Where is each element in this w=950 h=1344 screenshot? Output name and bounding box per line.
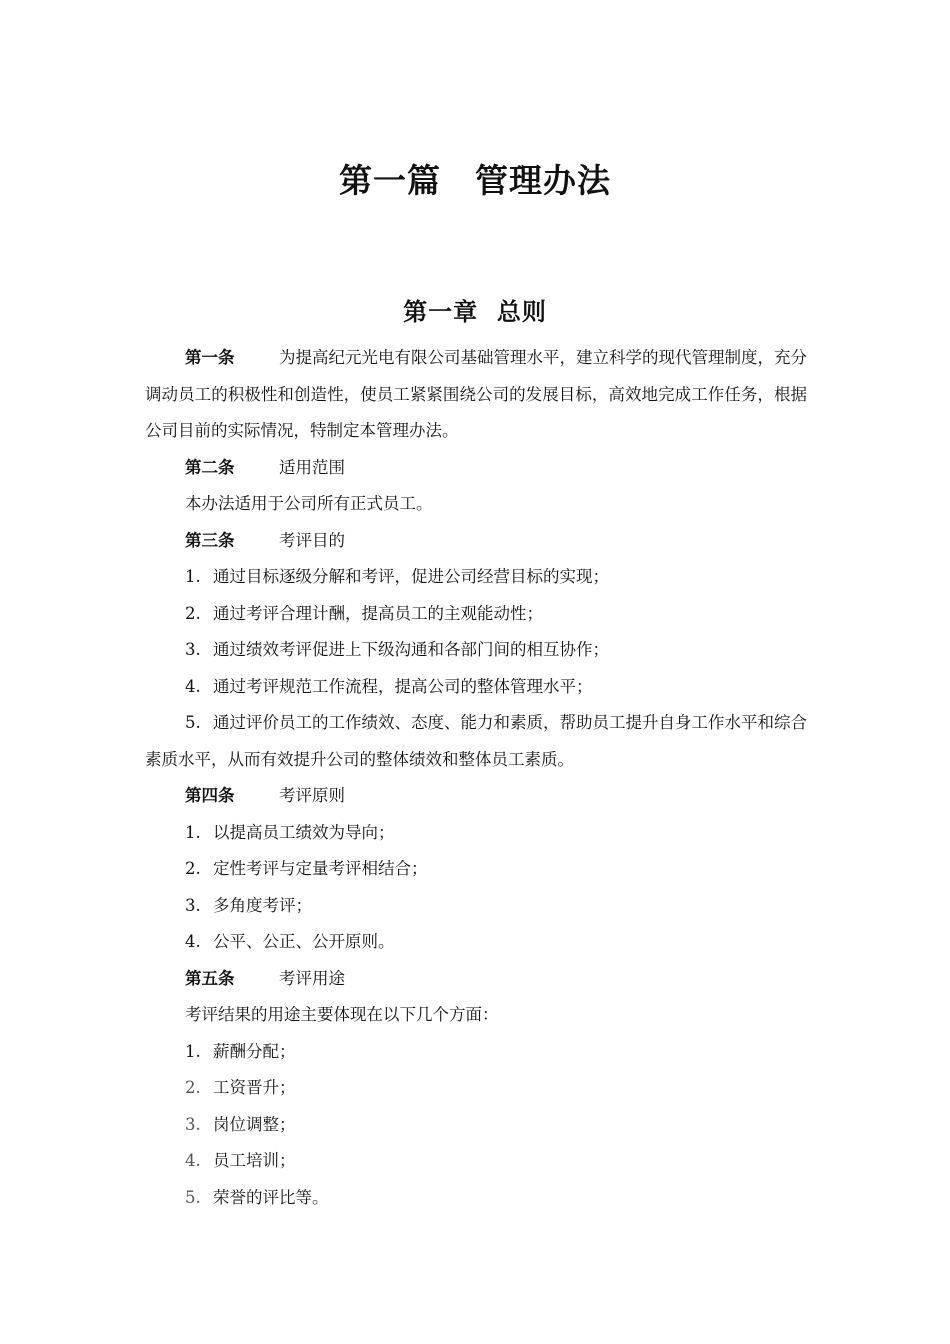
list-item-text: 多角度考评； (213, 895, 312, 915)
article-5-title: 考评用途 (279, 968, 345, 988)
list-item-text: 以提高员工绩效为导向； (213, 822, 395, 842)
chapter-title: 第一章 总则 (403, 298, 547, 326)
article-5-heading: 第五条 (185, 968, 235, 988)
list-item (145, 815, 807, 852)
list-item-text: 通过评价员工的工作绩效、态度、能力和素质，帮助员工提升自身工作水平和综合素质水平，从而有效提升公司的整体绩效和整体员工素质。 (145, 713, 807, 769)
list-item (145, 632, 807, 669)
article-5 (145, 961, 807, 998)
article-2-heading: 第二条 (185, 457, 235, 477)
article-2-title: 适用范围 (279, 457, 345, 477)
article-4 (145, 778, 807, 815)
list-item-number: 3. (185, 1114, 201, 1134)
list-item-number: 3. (185, 895, 201, 915)
document-body (145, 340, 807, 1216)
list-item-text: 岗位调整； (213, 1114, 296, 1134)
list-item-number: 4. (185, 676, 201, 696)
list-item (145, 1070, 807, 1107)
list-item-number: 5. (185, 1187, 201, 1207)
article-5-intro: 考评结果的用途主要体现在以下几个方面： (185, 1005, 499, 1024)
list-item (145, 705, 807, 778)
list-item-text: 员工培训； (213, 1151, 296, 1170)
list-item-text: 定性考评与定量考评相结合； (213, 859, 428, 878)
list-item-text: 通过绩效考评促进上下级沟通和各部门间的相互协作； (213, 640, 609, 659)
article-3 (145, 523, 807, 560)
article-1-text: 为提高纪元光电有限公司基础管理水平，建立科学的现代管理制度，充分调动员工的积极性和创造性，使员工紧紧围绕公司的发展目标，高效地完成工作任务，根据公司目前的实际情况，特制定本管理办法。 (145, 348, 807, 440)
article-4-heading: 第四条 (185, 786, 235, 805)
list-item-text: 荣誉的评比等。 (213, 1187, 329, 1207)
list-item (145, 559, 807, 596)
list-item (145, 851, 807, 888)
list-item-number: 1. (185, 567, 201, 586)
list-item (145, 1034, 807, 1071)
list-item-number: 4. (185, 1151, 201, 1170)
list-item-text: 工资晋升； (213, 1078, 296, 1097)
list-item (145, 596, 807, 633)
list-item (145, 1180, 807, 1217)
article-1-heading: 第一条 (185, 348, 235, 367)
list-item-number: 3. (185, 640, 201, 659)
list-item-text: 通过考评规范工作流程，提高公司的整体管理水平； (213, 676, 593, 696)
article-1 (145, 340, 807, 450)
list-item-text: 薪酬分配； (213, 1041, 296, 1061)
list-item-number: 2. (185, 859, 201, 878)
list-item-number: 5. (185, 713, 201, 732)
list-item (145, 1107, 807, 1144)
article-2-text: 本办法适用于公司所有正式员工。 (185, 494, 433, 513)
part-title: 第一篇 管理办法 (339, 161, 611, 200)
article-3-title: 考评目的 (279, 530, 345, 550)
list-item (145, 669, 807, 706)
list-item (145, 924, 807, 961)
article-2 (145, 450, 807, 487)
list-item-number: 4. (185, 932, 201, 951)
article-4-title: 考评原则 (279, 786, 345, 805)
list-item-number: 1. (185, 1041, 201, 1061)
list-item-text: 通过考评合理计酬，提高员工的主观能动性； (213, 603, 543, 623)
list-item (145, 888, 807, 925)
list-item-number: 2. (185, 603, 201, 623)
list-item (145, 1143, 807, 1180)
list-item-text: 通过目标逐级分解和考评，促进公司经营目标的实现； (213, 567, 609, 586)
article-3-heading: 第三条 (185, 530, 235, 550)
list-item-text: 公平、公正、公开原则。 (213, 932, 395, 951)
list-item-number: 1. (185, 822, 201, 842)
list-item-number: 2. (185, 1078, 201, 1097)
